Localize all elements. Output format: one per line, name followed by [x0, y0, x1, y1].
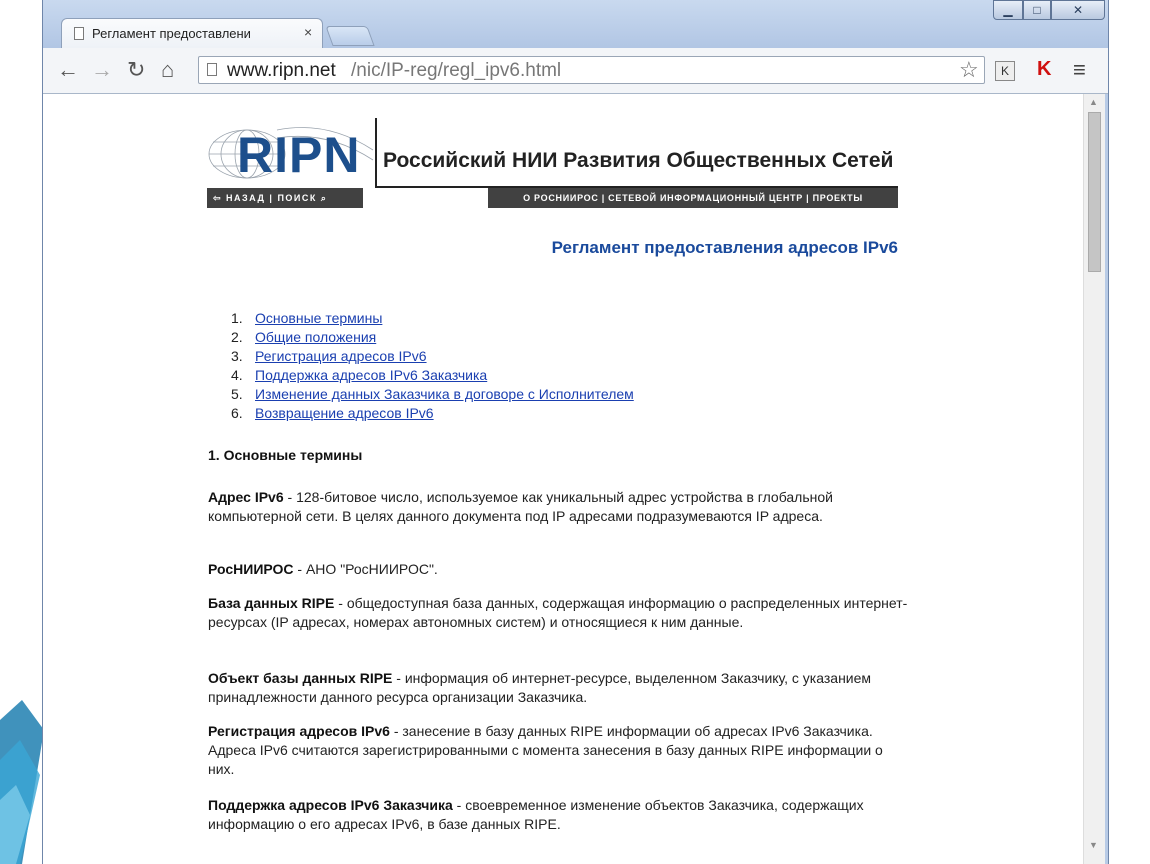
definition: [208, 488, 908, 526]
kaspersky-icon[interactable]: K: [1037, 58, 1052, 80]
toc-link[interactable]: Основные термины: [255, 310, 383, 326]
org-name: Российский НИИ Развития Общественных Сетей: [383, 149, 894, 172]
definition-term: Адрес IPv6: [208, 489, 284, 505]
scroll-up-icon[interactable]: ▲: [1089, 97, 1098, 107]
toc-number: 6.: [231, 405, 243, 421]
site-nav[interactable]: О РОСНИИРОС | СЕТЕВОЙ ИНФОРМАЦИОННЫЙ ЦЕНТР | ПРОЕКТЫ: [488, 188, 898, 208]
address-bar[interactable]: [198, 56, 985, 84]
home-icon[interactable]: ⌂: [161, 57, 175, 82]
extension-k-icon[interactable]: K: [995, 61, 1015, 81]
definition-text: - АНО "РосНИИРОС".: [293, 561, 438, 577]
scroll-down-icon[interactable]: ▼: [1089, 840, 1098, 850]
back-search-nav[interactable]: ⇦ НАЗАД | ПОИСК ⌕: [207, 188, 363, 208]
definition-text: - 128-битовое число, используемое как уникальный адрес устройства в глобальной компьютерной сети. В целях данного документа под IP адресами подразумеваются IP адреса.: [208, 489, 833, 524]
url-path: /nic/IP-reg/regl_ipv6.html: [351, 60, 562, 81]
bookmark-star-icon[interactable]: ☆: [959, 57, 979, 82]
toc-number: 3.: [231, 348, 243, 364]
toc-number: 2.: [231, 329, 243, 345]
definition-text: - своевременное изменение объектов Заказчика, содержащих информацию о его адресах IPv6, в базе данных RIPE.: [208, 797, 864, 832]
definition-term: Регистрация адресов IPv6: [208, 723, 390, 739]
new-tab-button[interactable]: [325, 26, 374, 46]
page-icon: [74, 27, 84, 40]
toc-item: [231, 366, 634, 385]
forward-icon[interactable]: →: [91, 57, 113, 82]
tab-close-icon[interactable]: ×: [304, 24, 313, 40]
toc-item: [231, 309, 634, 328]
url-host: www.ripn.net: [227, 60, 336, 81]
menu-icon[interactable]: ≡: [1073, 57, 1086, 82]
toc-item: [231, 404, 634, 423]
browser-toolbar: [43, 48, 1108, 94]
toc-item: [231, 328, 634, 347]
page-title: Регламент предоставления адресов IPv6: [551, 238, 898, 257]
toc-item: [231, 385, 634, 404]
toc-number: 1.: [231, 310, 243, 326]
reload-icon[interactable]: ↻: [127, 57, 146, 82]
page-icon: [207, 63, 217, 76]
definition-term: РосНИИРОС: [208, 561, 294, 577]
definition: [208, 722, 908, 779]
definition-term: База данных RIPE: [208, 595, 335, 611]
minimize-button[interactable]: ▁: [993, 0, 1023, 20]
definition-text: - информация об интернет-ресурсе, выделенном Заказчику, с указанием принадлежности данного ресурса организации Заказчика.: [208, 670, 872, 705]
toc-number: 5.: [231, 386, 243, 402]
vertical-scrollbar[interactable]: [1083, 94, 1105, 864]
maximize-button[interactable]: □: [1023, 0, 1051, 20]
definition: [208, 796, 908, 834]
toc-item: [231, 347, 634, 366]
window-controls: [993, 0, 1105, 22]
toc-link[interactable]: Общие положения: [255, 329, 377, 345]
definition: [208, 560, 908, 579]
definition-term: Объект базы данных RIPE: [208, 670, 393, 686]
tab-active[interactable]: [61, 18, 323, 48]
scroll-thumb[interactable]: [1088, 112, 1101, 272]
definition-text: - общедоступная база данных, содержащая информацию о распределенных интернет-ресурсах (IP адресах, номерах автономных систем) и относящиеся к ним данные.: [208, 595, 908, 630]
title-bar: [43, 0, 1108, 48]
definition-text: - занесение в базу данных RIPE информации об адресах IPv6 Заказчика. Адреса IPv6 считаются зарегистрированными с момента занесения в базу данных RIPE информации о них.: [208, 723, 883, 777]
definition: [208, 594, 908, 632]
page-viewport: [43, 94, 1083, 864]
section-heading: 1. Основные термины: [208, 447, 363, 463]
ripn-logo[interactable]: RIPN: [237, 127, 361, 183]
definition: [208, 669, 908, 707]
toc-link[interactable]: Поддержка адресов IPv6 Заказчика: [255, 367, 488, 383]
close-window-button[interactable]: ✕: [1051, 0, 1105, 20]
tab-title: Регламент предоставлени: [92, 26, 251, 41]
table-of-contents: [231, 309, 634, 423]
slide-decoration: [0, 700, 44, 864]
header-divider: [375, 118, 377, 188]
toc-link[interactable]: Возвращение адресов IPv6: [255, 405, 434, 421]
back-icon[interactable]: ←: [57, 57, 79, 82]
toc-link[interactable]: Регистрация адресов IPv6: [255, 348, 427, 364]
toc-number: 4.: [231, 367, 243, 383]
toc-link[interactable]: Изменение данных Заказчика в договоре с Исполнителем: [255, 386, 634, 402]
browser-window: [42, 0, 1109, 864]
definition-term: Поддержка адресов IPv6 Заказчика: [208, 797, 453, 813]
